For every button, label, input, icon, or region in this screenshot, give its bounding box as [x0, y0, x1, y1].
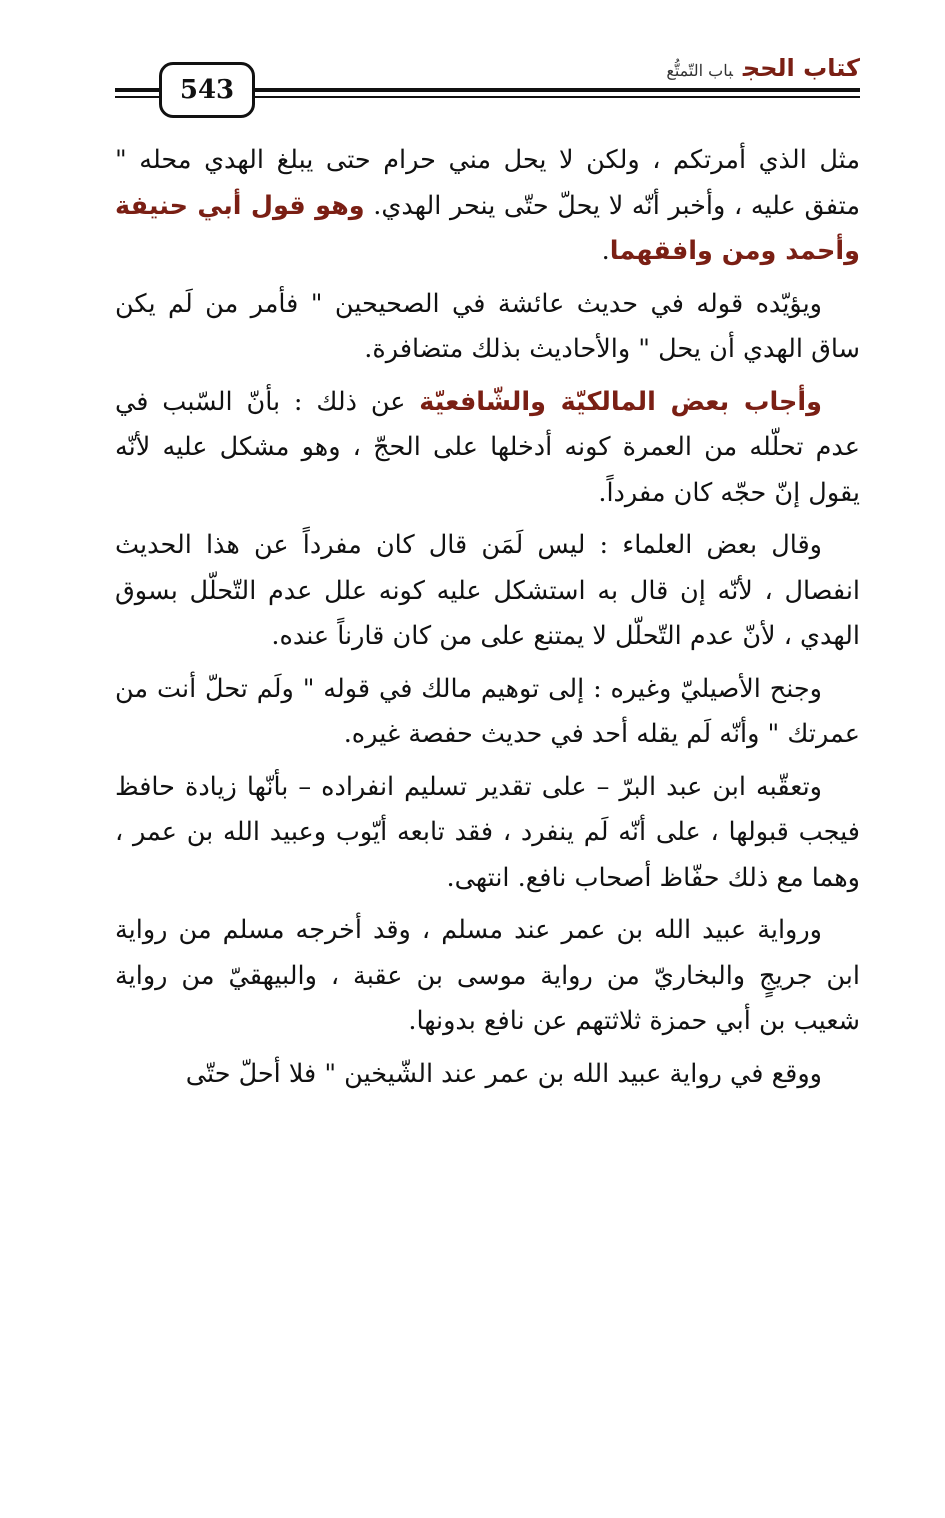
paragraph: ووقع في رواية عبيد الله بن عمر عند الشّيخين " فلا أحلّ حتّى — [185, 1058, 822, 1089]
chapter-title: باب التّمتُّع — [666, 61, 733, 80]
running-head — [666, 52, 860, 87]
paragraph: وأجاب بعض المالكيّة والشّافعيّة عن ذلك : بأنّ السّبب في عدم تحلّله من العمرة كونه أدخلها على الحجّ ، وهو مشكل عليه لأنّه يقول إنّ حجّه كان مفرداً. — [115, 386, 860, 508]
paragraph: مثل الذي أمرتكم ، ولكن لا يحل مني حرام حتى يبلغ الهدي محله " متفق عليه ، وأخبر أنّه لا يحلّ حتّى ينحر الهدي. وهو قول أبي حنيفة وأحمد ومن وافقهما. — [115, 145, 860, 266]
paragraph: وقال بعض العلماء : ليس لَمَن قال كان مفرداً عن هذا الحديث انفصال ، لأنّه إن قال به استشكل عليه كونه علل عدم التّحلّل بسوق الهدي ، لأنّ عدم التّحلّل لا يمتنع على من كان قارناً عنده. — [115, 530, 860, 651]
page-number: 543 — [159, 62, 255, 118]
highlighted-phrase: وهو قول أبي حنيفة وأحمد ومن وافقهما — [115, 190, 860, 266]
paragraph: وجنح الأصيليّ وغيره : إلى توهيم مالك في قوله " ولَم تحلّ أنت من عمرتك " وأنّه لَم يقله أحد في حديث حفصة غيره. — [115, 673, 860, 749]
body-text — [115, 138, 860, 1104]
paragraph: ورواية عبيد الله بن عمر عند مسلم ، وقد أخرجه مسلم من رواية ابن جريجٍ والبخاريّ من رواية موسى بن عقبة ، والبيهقيّ من رواية شعيب بن أبي حمزة ثلاثتهم عن نافع بدونها. — [115, 915, 860, 1036]
paragraph: وتعقّبه ابن عبد البرّ – على تقدير تسليم انفراده – بأنّها زيادة حافظ فيجب قبولها ، على أنّه لَم ينفرد ، فقد تابعه أيّوب وعبيد الله بن عمر ، وهما مع ذلك حفّاظ أصحاب نافع. انتهى. — [115, 771, 860, 893]
book-title: كتاب الحج — [742, 54, 860, 82]
paragraph: ويؤيّده قوله في حديث عائشة في الصحيحين " فأمر من لَم يكن ساق الهدي أن يحل " والأحاديث بذلك متضافرة. — [115, 288, 860, 364]
highlighted-phrase: وأجاب بعض المالكيّة والشّافعيّة — [419, 386, 822, 417]
page-header — [115, 48, 860, 108]
